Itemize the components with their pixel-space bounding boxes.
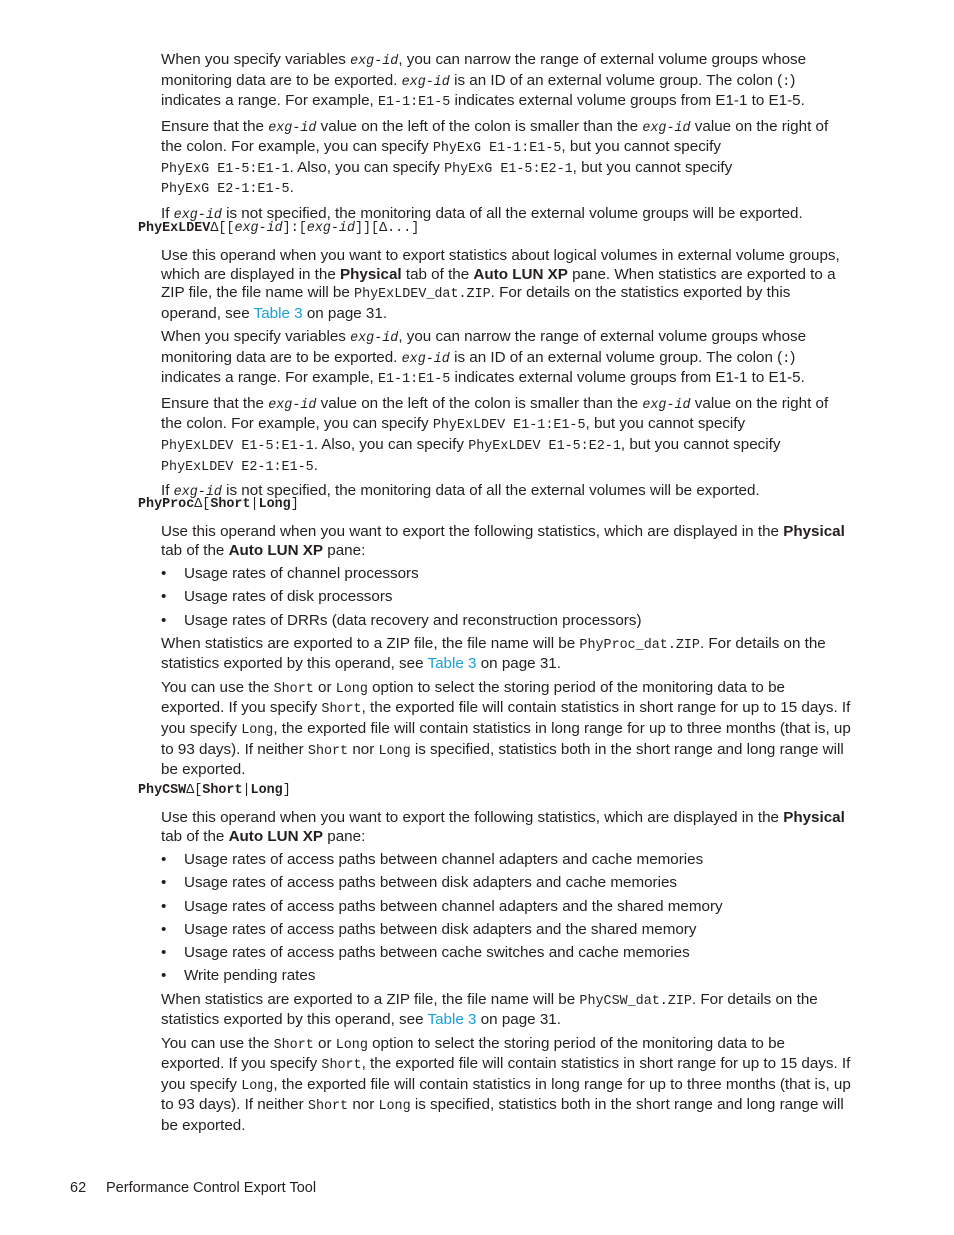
list-item: • Usage rates of DRRs (data recovery and reconstruction processors) — [161, 612, 851, 631]
paragraph: You can use the Short or Long option to select the storing period of the monitoring data to be exported. If you specify Short, the exported file will contain statistics in short range for up to 15 days. If you specify Long, the exported file will contain statistics in long range for up to three months (that is, up to 93 days). If neither Short nor Long is specified, statistics both in the short range and long range will be exported. — [161, 1034, 851, 1135]
paragraph: Use this operand when you want to export statistics about logical volumes in external volume groups, which are displayed in the Physical tab of the Auto LUN XP pane. When statistics are exported to a ZIP file, the file name will be PhyExLDEV_dat.ZIP. For details on the statistics exported by this operand, see Table 3 on page 31. — [161, 247, 840, 322]
list-item: • Usage rates of disk processors — [161, 588, 851, 607]
list-item: • Usage rates of access paths between cache switches and cache memories — [161, 944, 851, 963]
page-number: 62 — [70, 1180, 87, 1196]
list-item: • Usage rates of access paths between disk adapters and the shared memory — [161, 921, 851, 940]
footer-title: Performance Control Export Tool — [106, 1180, 317, 1196]
list-item: • Usage rates of access paths between channel adapters and cache memories — [161, 851, 851, 870]
paragraph: When statistics are exported to a ZIP file, the file name will be PhyProc_dat.ZIP. For details on the statistics exported by this operand, see Table 3 on page 31. — [161, 634, 826, 673]
list-item: • Usage rates of access paths between channel adapters and the shared memory — [161, 898, 851, 917]
paragraph: If exg-id is not specified, the monitoring data of all the external volumes will be exported. — [161, 481, 760, 500]
table-3-link[interactable]: Table 3 — [427, 1011, 477, 1029]
section-phyexldev — [161, 247, 851, 503]
list-item: • Usage rates of channel processors — [161, 565, 851, 584]
paragraph: When statistics are exported to a ZIP file, the file name will be PhyCSW_dat.ZIP. For details on the statistics exported by this operand, see Table 3 on page 31. — [161, 990, 818, 1029]
paragraph: Use this operand when you want to export the following statistics, which are displayed in the Physical tab of the Auto LUN XP pane: — [161, 523, 845, 559]
paragraph: When you specify variables exg-id, you can narrow the range of external volume groups whose monitoring data are to be exported. exg-id is an ID of an external volume group. The colon (:) indicates a range. For example, E1-1:E1-5 indicates external volume groups from E1-1 to E1-5. — [161, 51, 807, 111]
operand-heading-phyproc: PhyProcΔ[Short|Long] — [138, 497, 299, 512]
paragraph: When you specify variables exg-id, you can narrow the range of external volume groups whose monitoring data are to be exported. exg-id is an ID of an external volume group. The colon (:) indicates a range. For example, E1-1:E1-5 indicates external volume groups from E1-1 to E1-5. — [161, 328, 807, 388]
table-3-link[interactable]: Table 3 — [253, 304, 303, 322]
section-phyproc — [161, 523, 851, 780]
paragraph: If exg-id is not specified, the monitoring data of all the external volume groups will be exported. — [161, 204, 803, 223]
operand-heading-phyexldev: PhyExLDEVΔ[[exg-id]:[exg-id]][Δ...] — [138, 221, 420, 236]
bullet-list — [161, 851, 851, 986]
table-3-link[interactable]: Table 3 — [427, 655, 477, 673]
list-item: • Usage rates of access paths between disk adapters and cache memories — [161, 874, 851, 893]
section-phycsw — [161, 809, 851, 1136]
paragraph: Use this operand when you want to export the following statistics, which are displayed in the Physical tab of the Auto LUN XP pane: — [161, 809, 845, 845]
list-item: • Write pending rates — [161, 967, 851, 986]
page-footer — [70, 1180, 316, 1196]
section-phyexg-continued — [161, 51, 851, 225]
paragraph: Ensure that the exg-id value on the left of the colon is smaller than the exg-id value on the right of the colon. For example, you can specify PhyExG E1-1:E1-5, but you cannot specify PhyExG E1-5:E1-1. Also, you can specify PhyExG E1-5:E2-1, but you cannot specify PhyExG E2-1:E1-5. — [161, 117, 829, 198]
bullet-list — [161, 565, 851, 630]
paragraph: You can use the Short or Long option to select the storing period of the monitoring data to be exported. If you specify Short, the exported file will contain statistics in short range for up to 15 days. If you specify Long, the exported file will contain statistics in long range for up to three months (that is, up to 93 days). If neither Short nor Long is specified, statistics both in the short range and long range will be exported. — [161, 678, 851, 779]
paragraph: Ensure that the exg-id value on the left of the colon is smaller than the exg-id value on the right of the colon. For example, you can specify PhyExLDEV E1-1:E1-5, but you cannot specify PhyExLDEV E1-5:E1-1. Also, you can specify PhyExLDEV E1-5:E2-1, but you cannot specify PhyExLDEV E2-1:E1-5. — [161, 394, 829, 475]
operand-heading-phycsw: PhyCSWΔ[Short|Long] — [138, 783, 291, 798]
